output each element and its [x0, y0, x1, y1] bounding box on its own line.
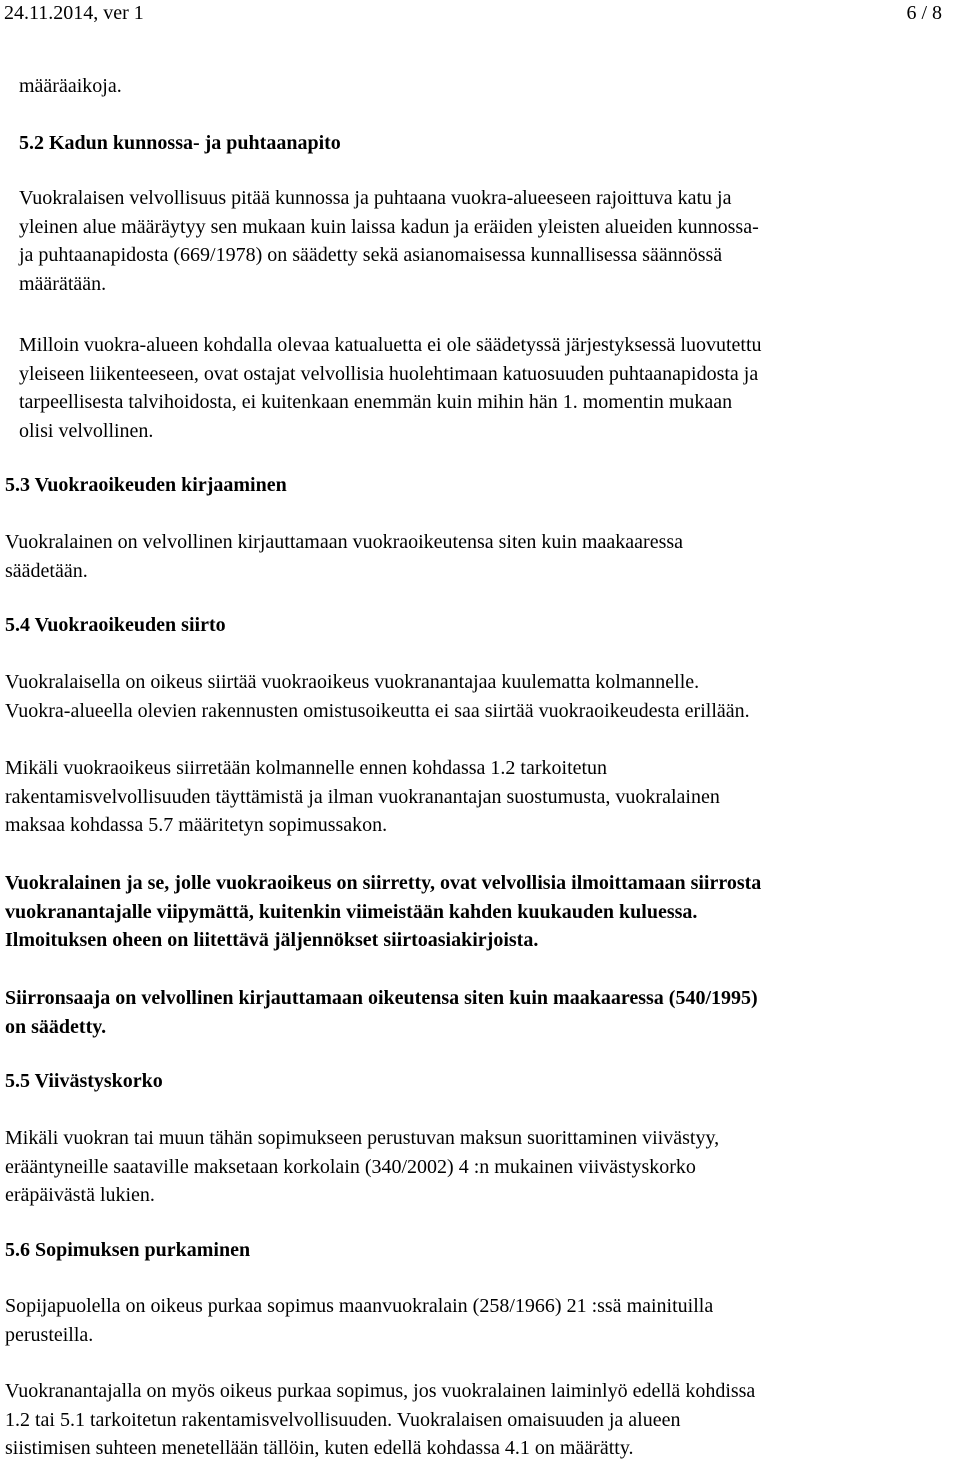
heading-text: 5.3 Vuokraoikeuden kirjaaminen	[5, 474, 287, 496]
paragraph-late-interest	[5, 1124, 955, 1210]
text-line: Sopijapuolella on oikeus purkaa sopimus maanvuokralain (258/1966) 21 :ssä mainituilla	[5, 1295, 714, 1317]
paragraph-termination-right	[5, 1292, 955, 1349]
text-line: Vuokranantajalla on myös oikeus purkaa sopimus, jos vuokralainen laiminlyö edellä kohdissa	[5, 1380, 756, 1402]
text-line: yleinen alue määräytyy sen mukaan kuin laissa kadun ja eräiden yleisten alueiden kunnossa-	[19, 215, 759, 238]
text-line: Vuokralainen on velvollinen kirjauttamaan vuokraoikeutensa siten kuin maakaaressa	[5, 531, 684, 553]
text-line: ja puhtaanapidosta (669/1978) on säädetty sekä asianomaisessa kunnallisessa säännössä	[19, 244, 723, 266]
section-heading-5-3	[5, 471, 955, 500]
section-heading-5-6	[5, 1236, 955, 1265]
section-heading-5-4	[5, 611, 955, 640]
text-line: Vuokra-alueella olevien rakennusten omistusoikeutta ei saa siirtää vuokraoikeudesta erillään.	[5, 699, 750, 722]
text-line: eräpäivästä lukien.	[5, 1184, 155, 1206]
text-line: 1.2 tai 5.1 tarkoitetun rakentamisvelvollisuuden. Vuokralaisen omaisuuden ja alueen	[5, 1408, 681, 1431]
paragraph-transfer-penalty	[5, 754, 955, 840]
page-number: 6 / 8	[906, 2, 942, 24]
section-heading-5-2	[19, 129, 960, 158]
paragraph-street-area	[19, 331, 960, 445]
paragraph-transfer-right	[5, 668, 955, 725]
paragraph-registration	[5, 528, 955, 585]
header-date-version: 24.11.2014, ver 1	[4, 2, 144, 24]
paragraph-transfer-notice	[5, 869, 955, 955]
text-line: Ilmoituksen oheen on liitettävä jäljennökset siirtoasiakirjoista.	[5, 929, 539, 951]
paragraph-transferee-registration	[5, 984, 955, 1041]
section-heading-5-5	[5, 1067, 955, 1096]
text-line: Siirronsaaja on velvollinen kirjauttamaan oikeutensa siten kuin maakaaressa (540/1995)	[5, 987, 758, 1009]
text-line: määrätään.	[19, 272, 107, 295]
text-line: on säädetty.	[5, 1015, 107, 1038]
text-line: siistimisen suhteen menetellään tällöin, kuten edellä kohdassa 4.1 on määrätty.	[5, 1437, 634, 1459]
text-line: Milloin vuokra-alueen kohdalla olevaa katualuetta ei ole säädetyssä järjestyksessä luovutettu	[19, 334, 762, 356]
text-line: tarpeellisesta talvihoidosta, ei kuitenkaan enemmän kuin mihin hän 1. momentin mukaan	[19, 391, 733, 413]
text-line: yleiseen liikenteeseen, ovat ostajat velvollisia huolehtimaan katuosuuden puhtaanapidosta ja	[19, 362, 759, 385]
heading-text: 5.5 Viivästyskorko	[5, 1070, 163, 1092]
heading-text: 5.6 Sopimuksen purkaminen	[5, 1239, 251, 1261]
text-line: määräaikoja.	[19, 75, 122, 97]
text-line: erääntyneille saataville maksetaan korkolain (340/2002) 4 :n mukainen viivästyskorko	[5, 1155, 696, 1178]
paragraph-street-maintenance	[19, 184, 960, 298]
heading-text: 5.4 Vuokraoikeuden siirto	[5, 614, 226, 636]
heading-text: 5.2 Kadun kunnossa- ja puhtaanapito	[19, 132, 341, 154]
text-line: rakentamisvelvollisuuden täyttämistä ja ilman vuokranantajan suostumusta, vuokralainen	[5, 785, 720, 808]
paragraph-continuation	[19, 72, 960, 101]
text-line: maksaa kohdassa 5.7 määritetyn sopimussakon.	[5, 814, 388, 836]
text-line: Vuokralaisen velvollisuus pitää kunnossa ja puhtaana vuokra-alueeseen rajoittuva katu ja	[19, 187, 732, 209]
text-line: vuokranantajalle viipymättä, kuitenkin viimeistään kahden kuukauden kuluessa.	[5, 900, 698, 923]
text-line: Vuokralainen ja se, jolle vuokraoikeus on siirretty, ovat velvollisia ilmoittamaan siirrosta	[5, 872, 762, 894]
text-line: Mikäli vuokran tai muun tähän sopimukseen perustuvan maksun suorittaminen viivästyy,	[5, 1127, 720, 1149]
text-line: perusteilla.	[5, 1323, 94, 1346]
text-line: olisi velvollinen.	[19, 419, 154, 442]
text-line: säädetään.	[5, 559, 88, 582]
paragraph-landlord-termination	[5, 1377, 955, 1463]
text-line: Vuokralaisella on oikeus siirtää vuokraoikeus vuokranantajaa kuulematta kolmannelle.	[5, 671, 700, 693]
text-line: Mikäli vuokraoikeus siirretään kolmannelle ennen kohdassa 1.2 tarkoitetun	[5, 757, 608, 779]
